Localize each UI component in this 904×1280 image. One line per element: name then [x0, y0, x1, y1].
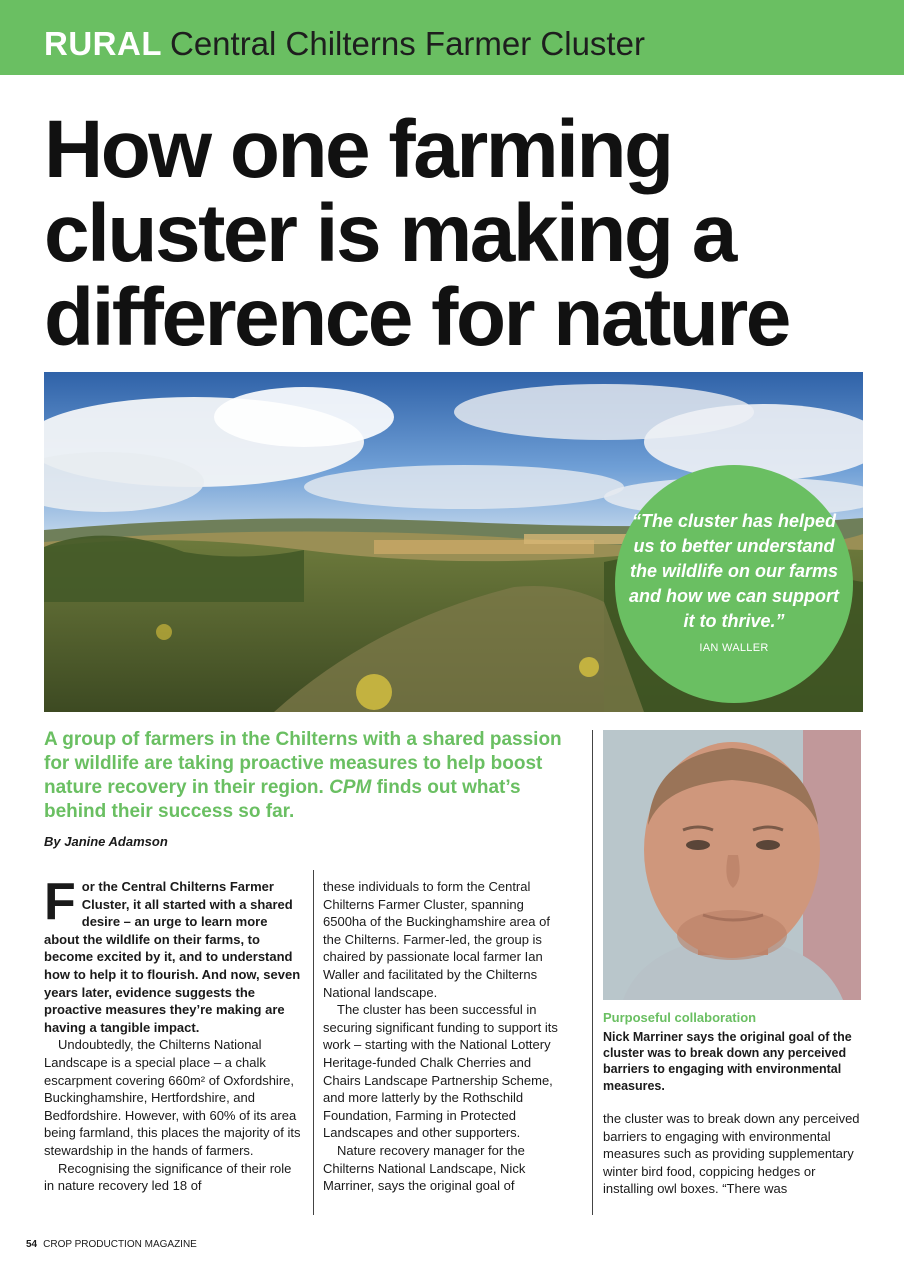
body-column-2 [323, 878, 563, 1195]
body-column-1 [44, 873, 304, 1195]
pull-quote-circle [615, 465, 853, 703]
banner-text [44, 24, 645, 64]
section-label: RURAL [44, 25, 162, 62]
page-footer [26, 1239, 197, 1250]
body-paragraph: The cluster has been successful in securing significant funding to support its work – starting with the National Lottery Heritage-funded Chalk Cherries and Chairs Landscape Partnership Scheme, and more latterly by the Rothschild Foundation, Farming in Protected Landscapes and other supporters. [323, 1002, 558, 1141]
headline-line-1: How one farming [44, 104, 672, 195]
headline-line-2: cluster is making a [44, 188, 735, 279]
headline [44, 104, 894, 363]
pull-quote-author: IAN WALLER [699, 642, 769, 654]
column-divider [592, 730, 593, 1215]
page-number: 54 [26, 1239, 38, 1250]
headline-line-3: difference for nature [44, 272, 789, 363]
byline: By Janine Adamson [44, 834, 168, 849]
drop-cap: F [44, 873, 76, 931]
topic-label: Central Chilterns Farmer Cluster [169, 25, 645, 62]
magazine-name: CROP PRODUCTION MAGAZINE [43, 1239, 197, 1250]
portrait-photo [603, 730, 861, 1000]
body-paragraph: these individuals to form the Central Chilterns Farmer Cluster, spanning 6500ha of the Buckinghamshire area of the Chilterns. Farmer-led, the group is chaired by passionate local farmer Ian Waller and facilitated by the Chilterns National landscape. [323, 879, 550, 1000]
column-divider [313, 870, 314, 1215]
standfirst-text: A group of farmers in the Chilterns with a shared passion for wildlife are taking proactive measures to help boost nature recovery in their region. [44, 729, 562, 798]
standfirst-text-end: finds out what’s behind their success so far. [44, 777, 521, 822]
body-column-3 [603, 1110, 861, 1198]
pull-quote-text: “The cluster has helped us to better understand the wildlife on our farms and how we can support it to thrive.” [628, 511, 839, 631]
lead-paragraph [44, 873, 304, 1036]
section-banner [0, 0, 904, 75]
body-paragraph: the cluster was to break down any perceived barriers to engaging with environmental measures such as providing supplementary winter bird food, coppicing hedges or installing owl boxes. “There was [603, 1111, 860, 1197]
standfirst [44, 728, 579, 824]
lead-text: or the Central Chilterns Farmer Cluster, it all started with a shared desire – an urge to learn more about the wildlife on their farms, to become excited by it, and to understand how to help it to flourish. And now, seven years later, evidence suggests the proactive measures they’re making are having a tangible impact. [44, 879, 301, 1035]
caption-text: Nick Marriner says the original goal of the cluster was to break down any perceived barriers to engaging with environmental measures. [603, 1030, 852, 1093]
publication-name: CPM [329, 777, 372, 798]
caption-title: Purposeful collaboration [603, 1010, 757, 1025]
body-paragraph: Undoubtedly, the Chilterns National Landscape is a special place – a chalk escarpment covering 660m² of Oxfordshire, Buckinghamshire, Hertfordshire, and Bedfordshire. However, with 60% of its area being farmland, this places the majority of its stewardship in the hands of farmers. [44, 1037, 301, 1158]
body-paragraph: Recognising the significance of their role in nature recovery led 18 of [44, 1160, 292, 1194]
body-paragraph: Nature recovery manager for the Chilterns National Landscape, Nick Marriner, says the original goal of [323, 1142, 526, 1194]
